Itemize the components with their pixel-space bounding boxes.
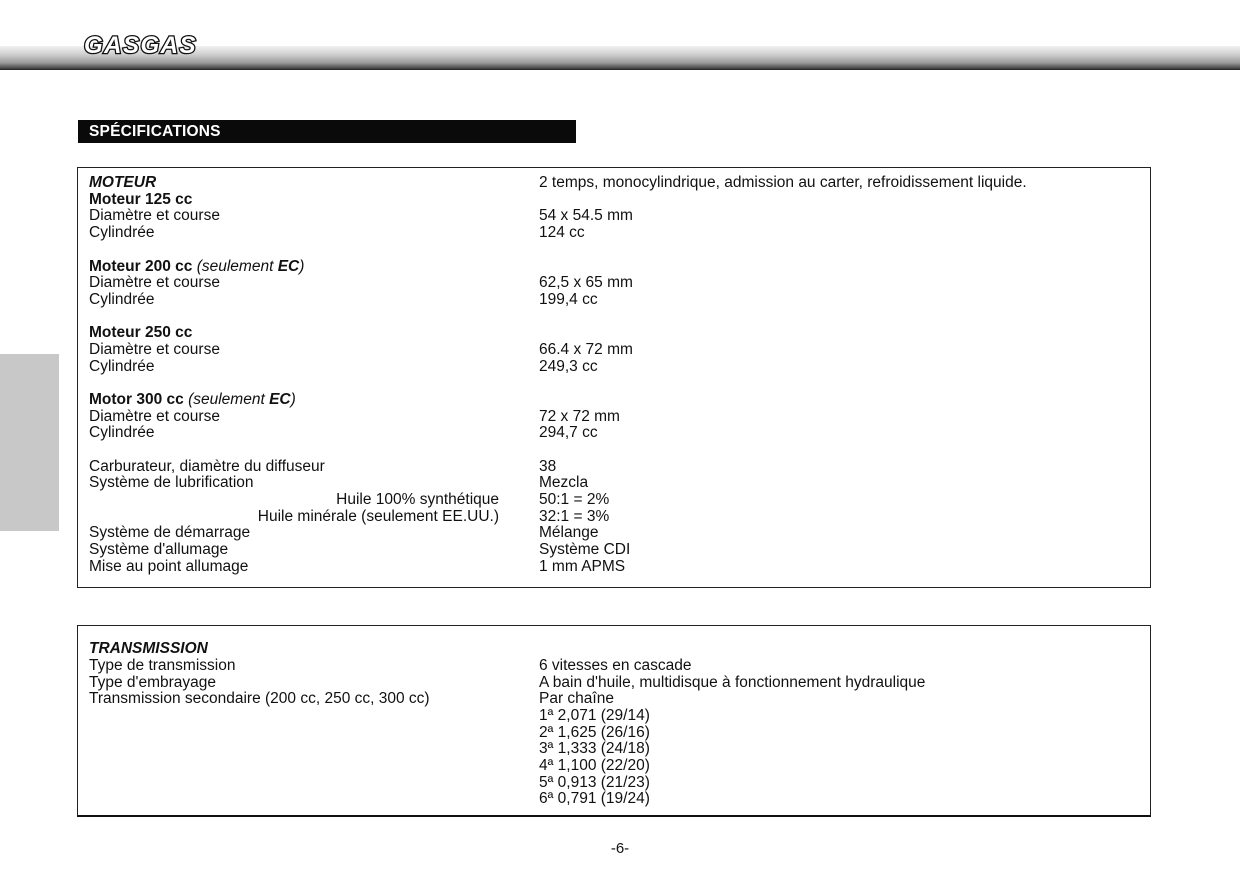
gear-ratio-row (89, 757, 1139, 774)
transmission-heading: TRANSMISSION (89, 640, 208, 657)
spec-label: Type d'embrayage (89, 674, 217, 691)
gear-ratio-value: 5ª 0,913 (21/23) (539, 774, 650, 791)
gear-ratio-row (89, 790, 1139, 807)
spec-row (89, 558, 1139, 575)
note-close: ) (290, 391, 296, 408)
engine-200-title: Moteur 200 cc (89, 258, 193, 275)
spec-value: 32:1 = 3% (539, 508, 610, 525)
spec-row (89, 458, 1139, 475)
spec-value: 124 cc (539, 224, 585, 241)
spec-row-indented (89, 508, 1139, 525)
page-number: -6- (610, 840, 630, 857)
spec-value: 66.4 x 72 mm (539, 341, 633, 358)
spec-label: Système de démarrage (89, 524, 251, 541)
spec-label: Diamètre et course (89, 341, 220, 358)
gear-ratio-value: 1ª 2,071 (29/14) (539, 707, 650, 724)
note-ec: EC (277, 258, 300, 275)
spec-row (89, 524, 1139, 541)
spec-value: 249,3 cc (539, 358, 598, 375)
moteur-heading-value: 2 temps, monocylindrique, admission au carter, refroidissement liquide. (539, 174, 1027, 191)
gasgas-logo (82, 31, 268, 59)
spec-row (89, 657, 1139, 674)
spec-value: Système CDI (539, 541, 631, 558)
spec-row (89, 474, 1139, 491)
gear-ratio-value: 4ª 1,100 (22/20) (539, 757, 650, 774)
gear-ratio-row (89, 774, 1139, 791)
spec-row (89, 274, 1139, 291)
spec-label: Cylindrée (89, 224, 155, 241)
spec-value: 294,7 cc (539, 424, 598, 441)
spec-row (89, 674, 1139, 691)
spec-value: 54 x 54.5 mm (539, 207, 633, 224)
spec-row-moteur (89, 174, 1139, 191)
engine-250-title: Moteur 250 cc (89, 324, 193, 341)
engine-200-title-group (89, 258, 304, 275)
spec-row (89, 341, 1139, 358)
spec-row (89, 424, 1139, 441)
engine-300-note (188, 391, 296, 408)
spec-label: Carburateur, diamètre du diffuseur (89, 458, 325, 475)
transmission-specs-box (77, 625, 1151, 817)
engine-300-title: Motor 300 cc (89, 391, 184, 408)
note-text: (seulement (196, 258, 278, 275)
spec-row (89, 291, 1139, 308)
spec-value: 1 mm APMS (539, 558, 626, 575)
moteur-specs-box (77, 167, 1151, 588)
spec-label: Diamètre et course (89, 274, 220, 291)
spec-value: A bain d'huile, multidisque à fonctionnement hydraulique (539, 674, 926, 691)
spec-row (89, 541, 1139, 558)
spec-label: Système d'allumage (89, 541, 229, 558)
spec-row-300-title (89, 391, 1139, 408)
engine-125-title: Moteur 125 cc (89, 191, 193, 208)
spec-label: Cylindrée (89, 358, 155, 375)
spec-row (89, 408, 1139, 425)
engine-300-title-group (89, 391, 296, 408)
spec-label: Cylindrée (89, 424, 155, 441)
note-text: (seulement (188, 391, 270, 408)
spec-value: 38 (539, 458, 557, 475)
gear-ratio-value: 3ª 1,333 (24/18) (539, 740, 650, 757)
spec-label: Mise au point allumage (89, 558, 249, 575)
gear-ratio-value: 2ª 1,625 (26/16) (539, 724, 650, 741)
gear-ratio-row (89, 724, 1139, 741)
spec-label-indented: Huile minérale (seulement EE.UU.) (257, 508, 499, 525)
section-title: SPÉCIFICATIONS (78, 120, 576, 143)
engine-200-note (197, 258, 305, 275)
spec-value: 199,4 cc (539, 291, 598, 308)
side-tab (0, 354, 59, 531)
spec-label: Transmission secondaire (200 cc, 250 cc, 300 cc) (89, 690, 430, 707)
spec-row-transmission (89, 640, 1139, 657)
spec-label: Cylindrée (89, 291, 155, 308)
spec-value: Mezcla (539, 474, 589, 491)
spec-row-200-title (89, 258, 1139, 275)
spec-row (89, 224, 1139, 241)
spec-row-indented (89, 491, 1139, 508)
spec-label: Type de transmission (89, 657, 236, 674)
spec-row-125-title (89, 191, 1139, 208)
spec-label: Diamètre et course (89, 408, 220, 425)
spec-label-indented: Huile 100% synthétique (336, 491, 499, 508)
spec-value: Par chaîne (539, 690, 614, 707)
spec-value: 6 vitesses en cascade (539, 657, 692, 674)
spec-value: 72 x 72 mm (539, 408, 620, 425)
moteur-heading: MOTEUR (89, 174, 157, 191)
spec-row (89, 690, 1139, 707)
spec-row (89, 358, 1139, 375)
note-ec: EC (269, 391, 291, 408)
spec-value: 50:1 = 2% (539, 491, 610, 508)
logo-wordmark: GASGAS (84, 32, 198, 59)
gear-ratio-row (89, 707, 1139, 724)
gear-ratio-value: 6ª 0,791 (19/24) (539, 790, 650, 807)
spec-value: Mélange (539, 524, 599, 541)
spec-row-250-title (89, 324, 1139, 341)
gear-ratio-row (89, 740, 1139, 757)
note-close: ) (299, 258, 305, 275)
spec-row (89, 207, 1139, 224)
spec-label: Système de lubrification (89, 474, 254, 491)
spec-label: Diamètre et course (89, 207, 220, 224)
spec-value: 62,5 x 65 mm (539, 274, 633, 291)
